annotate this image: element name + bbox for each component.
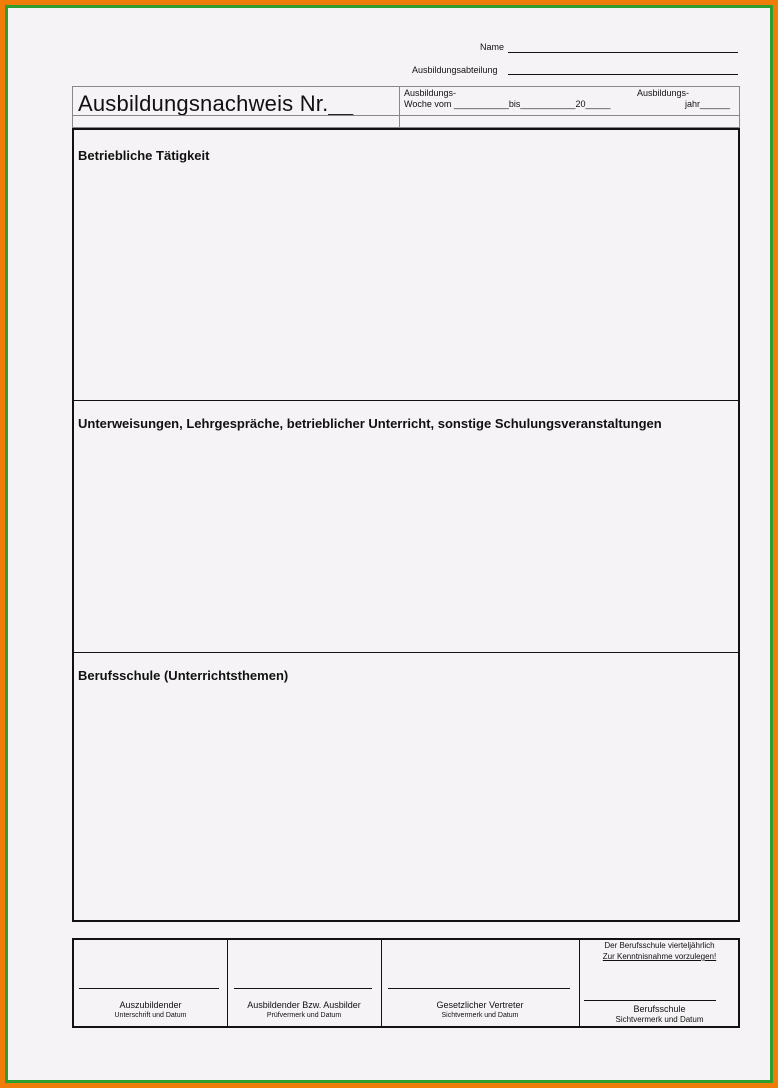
guardian-sub: Sichtvermerk und Datum: [441, 1012, 519, 1019]
year-label: Ausbildungs-: [637, 88, 690, 98]
section-school-heading: Berufsschule (Unterrichtsthemen): [78, 668, 289, 683]
name-label: Name: [480, 42, 505, 52]
school-sub: Sichtvermerk und Datum: [615, 1015, 704, 1024]
section-operational-heading: Betriebliche Tätigkeit: [78, 148, 210, 163]
section-divider: [74, 400, 738, 401]
trainee-signature-line[interactable]: [79, 988, 219, 989]
guardian-signature-line[interactable]: [388, 988, 570, 989]
guardian-label: Gesetzlicher Vertreter: [436, 1000, 524, 1010]
page-title: Ausbildungsnachweis Nr.__: [78, 91, 354, 116]
department-label: Ausbildungsabteilung: [412, 65, 498, 75]
trainee-label: Auszubildender: [119, 1000, 182, 1010]
department-field[interactable]: [508, 63, 738, 75]
trainer-signature-line[interactable]: [234, 988, 372, 989]
week-field[interactable]: Woche vom ___________bis___________20_____: [404, 99, 611, 109]
trainee-sub: Unterschrift und Datum: [114, 1012, 187, 1019]
school-label: Berufsschule: [633, 1004, 686, 1014]
header-divider-horizontal: [73, 115, 739, 116]
header-divider: [399, 87, 400, 127]
trainer-sub: Prüfvermerk und Datum: [266, 1012, 342, 1019]
trainer-label: Ausbildender Bzw. Ausbilder: [247, 1000, 361, 1010]
school-note-1: Der Berufsschule vierteljährlich: [604, 941, 715, 950]
year-field[interactable]: jahr______: [685, 99, 731, 109]
training-label: Ausbildungs-: [404, 88, 457, 98]
signature-table: [72, 938, 740, 1028]
report-body: [72, 128, 740, 922]
school-signature-line[interactable]: [584, 1000, 716, 1001]
school-note-2: Zur Kenntnisnahme vorzulegen!: [602, 952, 717, 961]
name-field[interactable]: [508, 41, 738, 53]
header-table: [72, 86, 740, 128]
section-divider: [74, 652, 738, 653]
section-instruction-heading: Unterweisungen, Lehrgespräche, betrieblicher Unterricht, sonstige Schulungsveranstaltungen: [78, 416, 662, 431]
